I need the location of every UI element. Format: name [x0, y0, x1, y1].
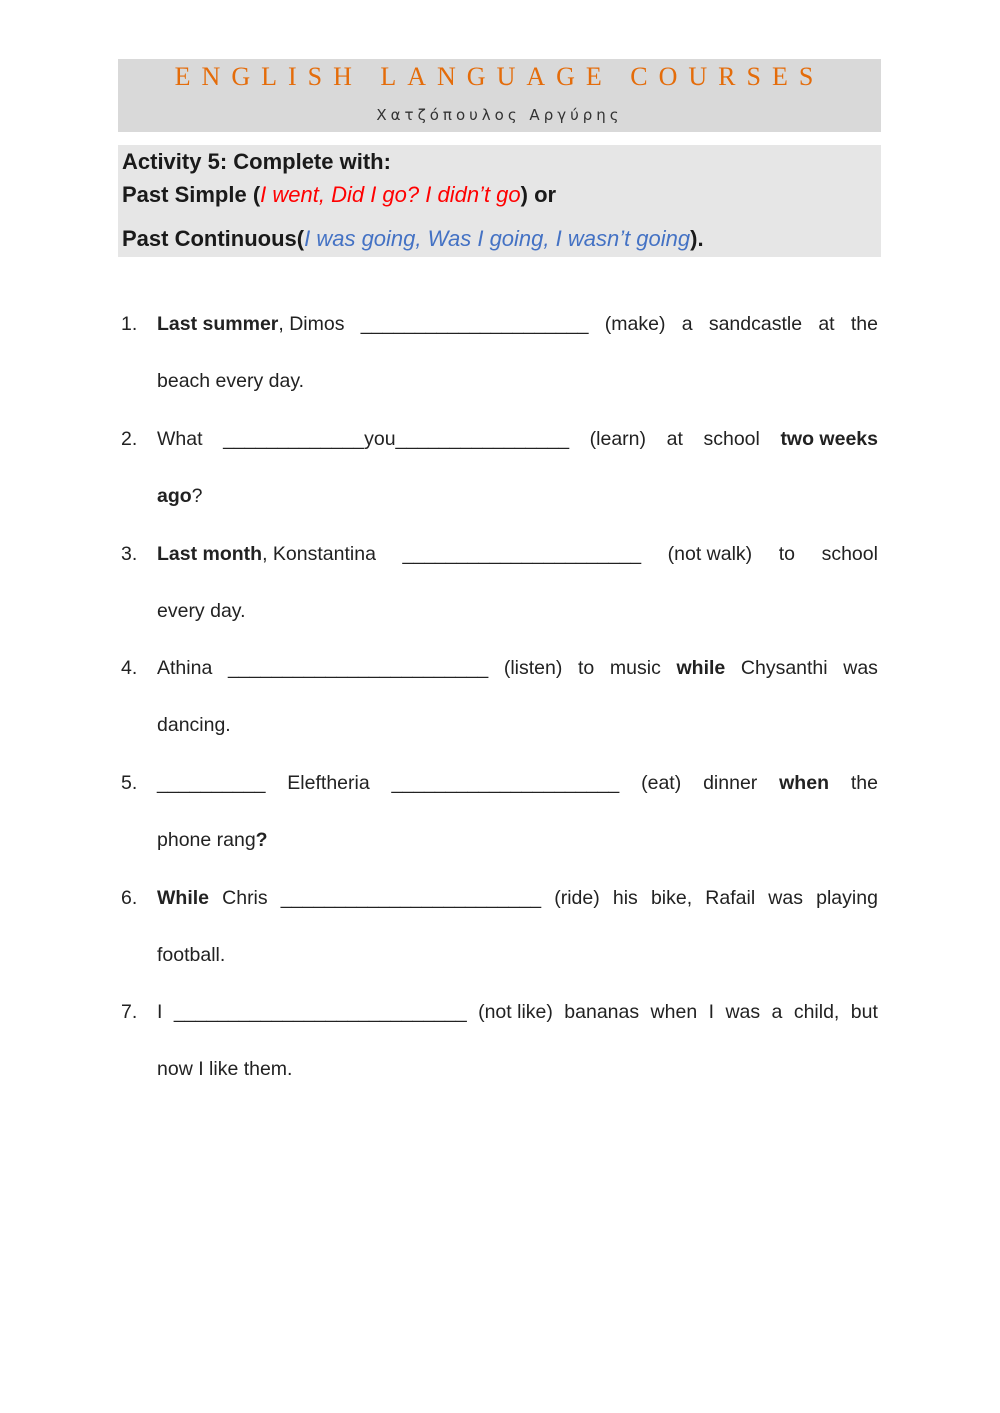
exercise-line-continuation: beach every day. — [157, 370, 305, 392]
word: the — [850, 313, 878, 335]
word: the — [850, 772, 878, 794]
word: was — [843, 657, 878, 679]
exercise-line-continuation: now I like them. — [157, 1058, 293, 1080]
exercise-line-continuation: dancing. — [157, 714, 231, 736]
bold-phrase: Last summer — [157, 313, 279, 335]
word: a — [681, 313, 693, 335]
word: I — [157, 1001, 163, 1023]
word: Athina — [157, 657, 213, 679]
word: was — [768, 887, 803, 909]
activity-instructions — [118, 145, 881, 257]
bold-phrase: Last month — [157, 543, 263, 565]
header-band — [118, 59, 881, 132]
answer-blank[interactable]: _____________________ — [391, 772, 620, 794]
exercise-number: 1. — [121, 313, 138, 335]
exercise-line-continuation — [157, 829, 878, 852]
word: , Dimos — [278, 313, 345, 335]
word: playing — [816, 887, 878, 909]
word: to — [578, 657, 595, 679]
word: , Konstantina — [262, 543, 376, 565]
verb-hint: (listen) — [503, 657, 563, 679]
exercise-number: 3. — [121, 543, 138, 565]
course-title: ENGLISH LANGUAGE COURSES — [174, 62, 825, 91]
exercise-number: 2. — [121, 428, 138, 450]
word: was — [725, 1001, 761, 1023]
past-simple-examples: I went, Did I go? I didn’t go — [260, 182, 521, 207]
exercise-line — [157, 313, 878, 336]
past-simple-line — [122, 182, 556, 208]
word: Eleftheria — [287, 772, 370, 794]
word: school — [703, 428, 760, 450]
verb-hint: (not like) — [478, 1001, 553, 1023]
answer-blank[interactable]: ______________________ — [402, 543, 642, 565]
verb-hint: (learn) — [589, 428, 647, 450]
word: school — [821, 543, 878, 565]
word: ? — [191, 485, 203, 507]
word: phone rang — [157, 829, 256, 851]
exercise-line — [157, 1001, 878, 1024]
answer-blank[interactable]: ___________________________ — [173, 1001, 467, 1023]
author-name: Χατζόπουλος Αργύρης — [376, 106, 623, 124]
exercise-number: 6. — [121, 887, 138, 909]
word: Rafail — [705, 887, 756, 909]
exercise-number: 5. — [121, 772, 138, 794]
past-continuous-label: Past Continuous( — [122, 226, 305, 251]
word: at — [666, 428, 683, 450]
past-simple-label: Past Simple ( — [122, 182, 261, 207]
exercise-number: 7. — [121, 1001, 138, 1023]
bold-phrase: ? — [255, 829, 268, 851]
answer-blank[interactable]: _____________you________________ — [223, 428, 570, 450]
word: a — [771, 1001, 783, 1023]
word: I — [708, 1001, 715, 1023]
word: music — [609, 657, 661, 679]
word: sandcastle — [708, 313, 803, 335]
word: to — [778, 543, 796, 565]
exercise-line-continuation: football. — [157, 944, 226, 966]
exercise-line — [157, 657, 878, 680]
activity-heading: Activity 5: Complete with: — [122, 149, 391, 174]
bold-phrase: while — [676, 657, 726, 679]
exercise-line-continuation: every day. — [157, 600, 246, 622]
word: Chris — [222, 887, 268, 909]
word: What — [157, 428, 203, 450]
exercise-line-continuation — [157, 485, 878, 508]
verb-hint: (ride) — [554, 887, 600, 909]
exercise-line — [157, 543, 878, 566]
verb-hint: (make) — [604, 313, 666, 335]
exercise-number: 4. — [121, 657, 138, 679]
exercise-line — [157, 772, 878, 795]
word: Chysanthi — [740, 657, 828, 679]
bold-phrase: two weeks — [780, 428, 878, 450]
answer-blank[interactable]: ________________________ — [280, 887, 542, 909]
word: dinner — [703, 772, 758, 794]
exercise-line — [157, 887, 878, 910]
word: at — [818, 313, 835, 335]
word: child, — [793, 1001, 840, 1023]
bold-phrase: While — [157, 887, 209, 909]
answer-blank[interactable]: ________________________ — [227, 657, 489, 679]
past-continuous-examples: I was going, Was I going, I wasn’t going — [304, 226, 691, 251]
word: but — [850, 1001, 878, 1023]
answer-blank[interactable]: _____________________ — [360, 313, 589, 335]
past-simple-end: ) or — [520, 182, 557, 207]
past-continuous-end: ). — [690, 226, 704, 251]
bold-phrase: ago — [157, 485, 192, 507]
word: his — [612, 887, 638, 909]
word: when — [650, 1001, 698, 1023]
word: bananas — [564, 1001, 640, 1023]
answer-blank[interactable]: __________ — [157, 772, 266, 794]
past-continuous-line — [122, 226, 704, 252]
verb-hint: (eat) — [641, 772, 682, 794]
exercise-line — [157, 428, 878, 451]
verb-hint: (not walk) — [667, 543, 753, 565]
word: bike, — [650, 887, 693, 909]
bold-phrase: when — [779, 772, 829, 794]
